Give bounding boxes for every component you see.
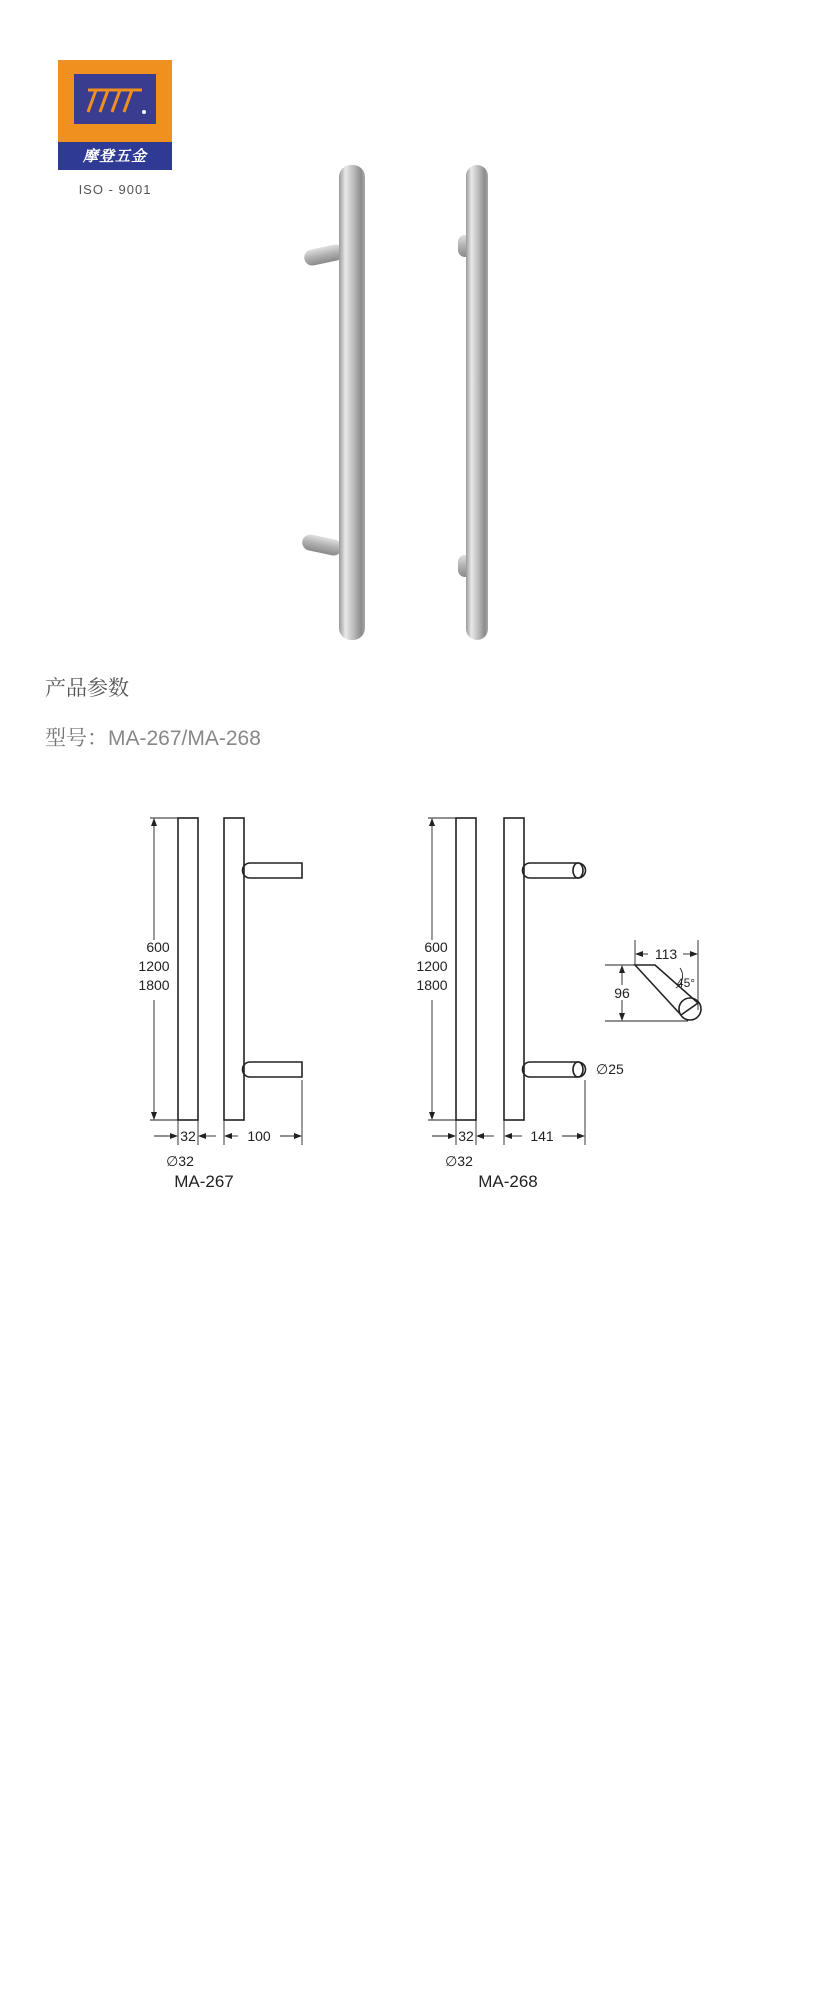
ma268-diameter: ∅32 bbox=[445, 1153, 473, 1169]
handle-ma268-photo bbox=[458, 165, 488, 640]
ma267-width: 32 bbox=[180, 1128, 196, 1144]
ma267-length-2: 1200 bbox=[138, 958, 170, 974]
model-line bbox=[45, 722, 261, 752]
ma268-bar-front bbox=[456, 818, 476, 1120]
logo-orange-panel bbox=[58, 60, 172, 142]
ma267-post-bottom bbox=[243, 1062, 303, 1077]
section-title: 产品参数 bbox=[45, 676, 129, 700]
ma267-projection: 100 bbox=[247, 1128, 271, 1144]
ma267-length-1: 600 bbox=[146, 939, 170, 955]
detail-vertical: 96 bbox=[614, 985, 630, 1001]
brand-logo bbox=[58, 60, 172, 170]
technical-drawing bbox=[120, 800, 720, 1220]
ma268-length-2: 1200 bbox=[416, 958, 448, 974]
ma267-post-top bbox=[243, 863, 303, 878]
ma268-post-bottom bbox=[523, 1062, 586, 1077]
ma267-length-3: 1800 bbox=[138, 977, 170, 993]
logo-mt-icon bbox=[80, 80, 150, 120]
ma267-bar-front bbox=[178, 818, 198, 1120]
ma267-diameter: ∅32 bbox=[166, 1153, 194, 1169]
handle-ma267-photo bbox=[301, 165, 365, 640]
model-value: MA-267/MA-268 bbox=[108, 727, 261, 750]
ma268-length-1: 600 bbox=[424, 939, 448, 955]
iso-certification: ISO - 9001 bbox=[78, 182, 152, 197]
logo-brand-text: 摩登五金 bbox=[58, 142, 172, 170]
ma267-bar-side bbox=[224, 818, 244, 1120]
ma268-width: 32 bbox=[458, 1128, 474, 1144]
ma268-post-top bbox=[523, 863, 586, 878]
ma268-projection: 141 bbox=[530, 1128, 554, 1144]
ma268-length-3: 1800 bbox=[416, 977, 448, 993]
ma268-bar-side bbox=[504, 818, 524, 1120]
model-label: 型号： bbox=[45, 726, 108, 750]
detail-angled-post bbox=[635, 965, 698, 1015]
ma268-name: MA-268 bbox=[478, 1172, 538, 1191]
ma267-name: MA-267 bbox=[174, 1172, 234, 1191]
ma268-post-diameter: ∅25 bbox=[596, 1061, 624, 1077]
detail-horizontal: 113 bbox=[654, 946, 678, 962]
door-pull-handle-photo bbox=[280, 155, 540, 655]
detail-angle: 45° bbox=[676, 976, 696, 990]
